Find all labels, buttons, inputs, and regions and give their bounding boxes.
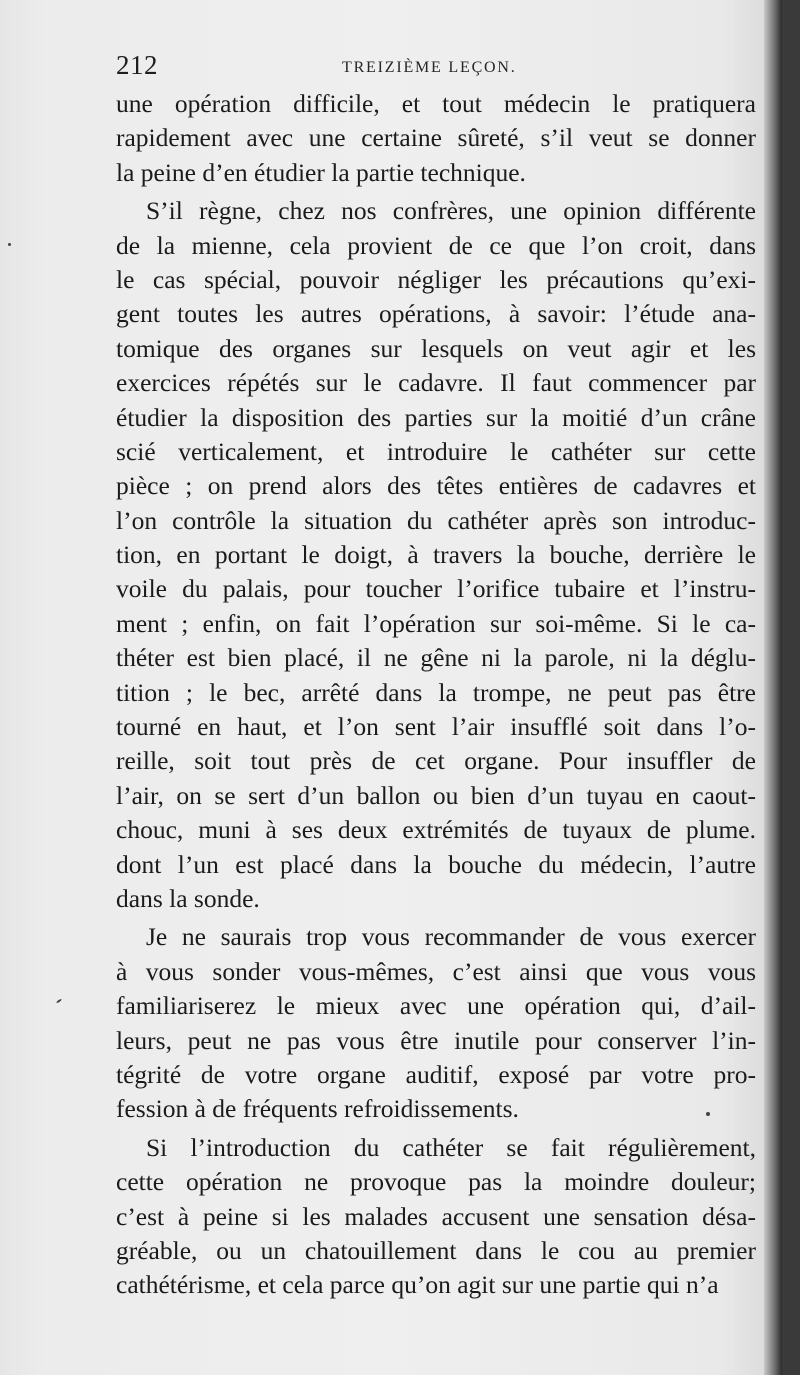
- text-line: gent toutes les autres opérations, à savoir: l’étude ana-: [116, 299, 756, 329]
- body-text: [116, 87, 756, 1303]
- text-line: dans la sonde.: [116, 883, 260, 913]
- text-line: familiariserez le mieux avec une opération qui, d’ail-: [116, 991, 756, 1021]
- running-head: TREIZIÈME LEÇON.: [342, 59, 517, 76]
- text-line: gréable, ou un chatouillement dans le cou au premier: [116, 1235, 756, 1265]
- text-line: pièce ; on prend alors des têtes entières de cadavres et: [116, 471, 756, 501]
- text-line: fession à de fréquents refroidissements.: [116, 1094, 519, 1124]
- paragraph: [116, 920, 756, 1126]
- text-line: le cas spécial, pouvoir négliger les précautions qu’exi-: [116, 264, 756, 294]
- text-line: théter est bien placé, il ne gêne ni la parole, ni la déglu-: [116, 643, 756, 673]
- text-line: scié verticalement, et introduire le cathéter sur cette: [116, 436, 756, 466]
- text-line: ment ; enfin, on fait l’opération sur soi-même. Si le ca-: [116, 608, 756, 638]
- text-line: chouc, muni à ses deux extrémités de tuyaux de plume.: [116, 815, 756, 845]
- text-line: cathétérisme, et cela parce qu’on agit sur une partie qui n’a: [116, 1270, 719, 1300]
- text-line: Je ne saurais trop vous recommander de vous exercer: [146, 922, 756, 952]
- text-line: de la mienne, cela provient de ce que l’on croit, dans: [116, 230, 756, 260]
- text-line: tomique des organes sur lesquels on veut agir et les: [116, 333, 756, 363]
- page-edge-shadow: [764, 0, 782, 1375]
- text-line: une opération difficile, et tout médecin le pratiquera: [116, 89, 756, 118]
- text-line: tégrité de votre organe auditif, exposé par votre pro-: [116, 1059, 756, 1089]
- paper-speck: [8, 243, 11, 246]
- page-number: 212: [116, 50, 158, 80]
- text-line: l’on contrôle la situation du cathéter après son introduc-: [116, 505, 756, 535]
- text-line: cette opération ne provoque pas la moindre douleur;: [116, 1167, 756, 1197]
- paper-speck: [56, 998, 62, 1003]
- text-line: rapidement avec une certaine sûreté, s’il veut se donner: [116, 123, 756, 153]
- text-line: S’il règne, chez nos confrères, une opinion différente: [146, 196, 756, 226]
- paragraph: [116, 87, 756, 190]
- text-line: exercices répétés sur le cadavre. Il faut commencer par: [116, 368, 756, 398]
- text-line: la peine d’en étudier la partie technique.: [116, 157, 526, 187]
- text-line: dont l’un est placé dans la bouche du médecin, l’autre: [116, 849, 756, 879]
- text-line: c’est à peine si les malades accusent une sensation désa-: [116, 1201, 756, 1231]
- text-line: tourné en haut, et l’on sent l’air insufflé soit dans l’o-: [116, 712, 756, 742]
- text-line: l’air, on se sert d’un ballon ou bien d’un tuyau en caout-: [116, 780, 756, 810]
- text-line: tion, en portant le doigt, à travers la bouche, derrière le: [116, 540, 756, 570]
- paper-speck: [706, 1112, 710, 1116]
- text-line: voile du palais, pour toucher l’orifice tubaire et l’instru-: [116, 574, 756, 604]
- text-line: à vous sonder vous-mêmes, c’est ainsi que vous vous: [116, 956, 756, 986]
- paragraph: [116, 194, 756, 916]
- text-line: leurs, peut ne pas vous être inutile pour conserver l’in-: [116, 1025, 756, 1055]
- text-line: reille, soit tout près de cet organe. Pour insuffler de: [116, 746, 756, 776]
- page-header: [116, 46, 756, 86]
- text-line: étudier la disposition des parties sur la moitié d’un crâne: [116, 402, 756, 432]
- paragraph: [116, 1131, 756, 1303]
- text-line: Si l’introduction du cathéter se fait régulièrement,: [146, 1132, 756, 1162]
- text-line: tition ; le bec, arrêté dans la trompe, ne peut pas être: [116, 677, 756, 707]
